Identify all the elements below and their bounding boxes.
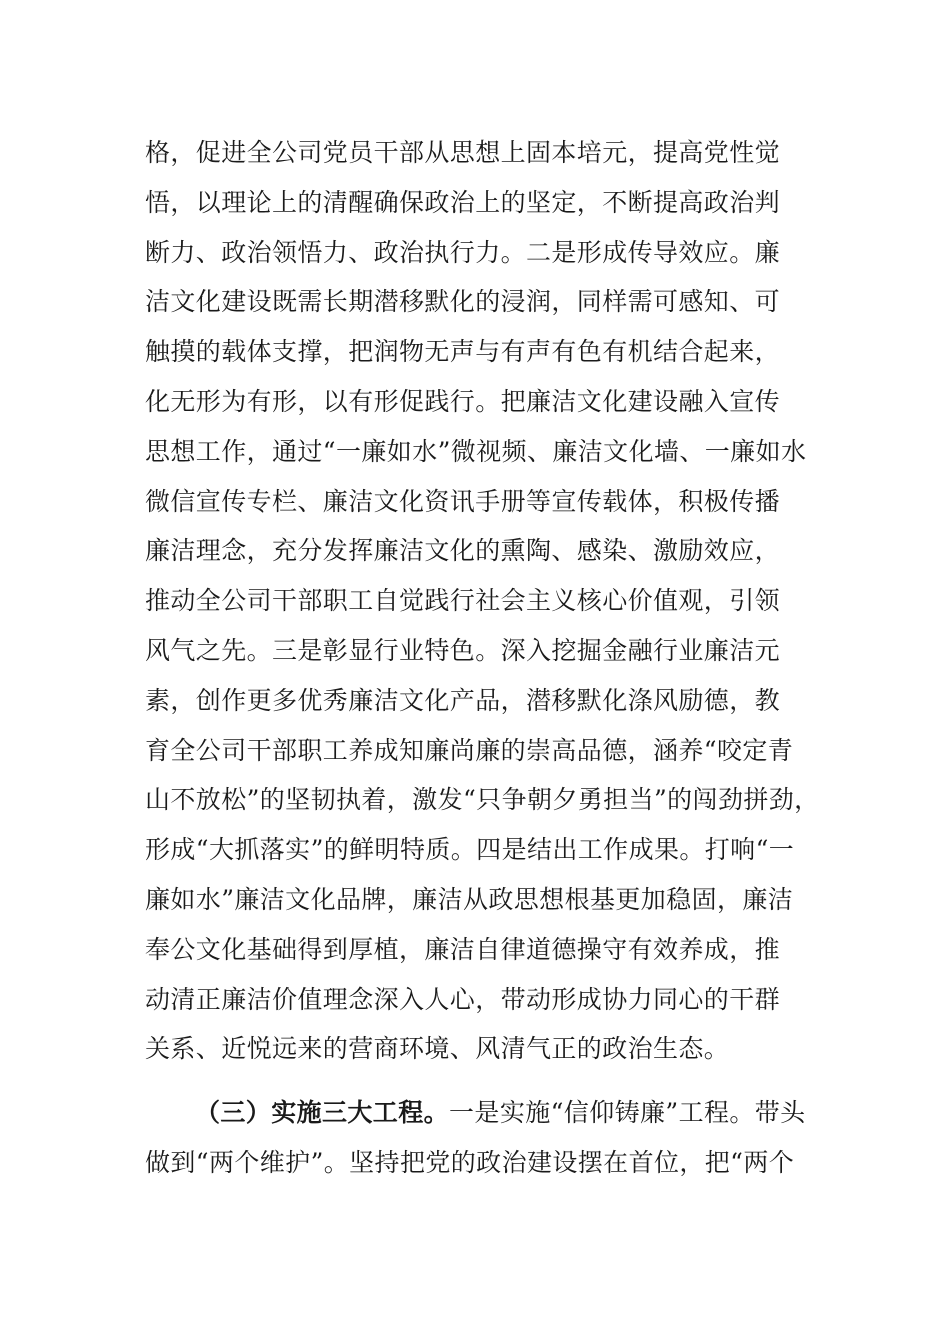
text-line: 关系、近悦远来的营商环境、风清气正的政治生态。 xyxy=(145,1034,730,1064)
text-line: 奉公文化基础得到厚植，廉洁自律道德操守有效养成，推 xyxy=(145,934,781,964)
paragraph-spacing xyxy=(145,1074,845,1088)
text-line: 微信宣传专栏、廉洁文化资讯手册等宣传载体，积极传播 xyxy=(145,486,781,516)
body-text xyxy=(145,128,845,1188)
text-line: 动清正廉洁价值理念深入人心，带动形成协力同心的干群 xyxy=(145,984,781,1014)
text-line: 思想工作，通过“一廉如水”微视频、廉洁文化墙、一廉如水 xyxy=(145,436,807,466)
text-line: 格，促进全公司党员干部从思想上固本培元，提高党性觉 xyxy=(145,138,781,167)
text-line: 风气之先。三是彰显行业特色。深入挖掘金融行业廉洁元 xyxy=(145,635,781,665)
section-heading-line xyxy=(145,1088,845,1138)
text-line: 化无形为有形，以有形促践行。把廉洁文化建设融入宣传 xyxy=(145,386,781,416)
text-line: 做到“两个维护”。坚持把党的政治建设摆在首位，把“两个 xyxy=(145,1147,795,1177)
text-line: 廉如水”廉洁文化品牌，廉洁从政思想根基更加稳固，廉洁 xyxy=(145,884,794,914)
text-line: 悟，以理论上的清醒确保政治上的坚定，不断提高政治判 xyxy=(145,187,781,217)
text-line: 廉洁理念，充分发挥廉洁文化的熏陶、感染、激励效应， xyxy=(145,536,781,566)
text-line: 山不放松”的坚韧执着，激发“只争朝夕勇担当”的闯劲拼劲， xyxy=(145,785,820,815)
text-line: 推动全公司干部职工自觉践行社会主义核心价值观，引领 xyxy=(145,586,781,616)
text-line: 育全公司干部职工养成知廉尚廉的崇高品德，涵养“咬定青 xyxy=(145,735,794,765)
paragraph-2 xyxy=(145,1088,845,1188)
text-line: 洁文化建设既需长期潜移默化的浸润，同样需可感知、可 xyxy=(145,287,781,317)
paragraph-1 xyxy=(145,128,845,1074)
text-line: 触摸的载体支撑，把润物无声与有声有色有机结合起来， xyxy=(145,337,781,367)
text-run: 一是实施“信仰铸廉”工程。带头 xyxy=(449,1098,806,1128)
text-line: 断力、政治领悟力、政治执行力。二是形成传导效应。廉 xyxy=(145,237,781,267)
section-heading: （三）实施三大工程。 xyxy=(195,1098,450,1128)
text-line: 形成“大抓落实”的鲜明特质。四是结出工作成果。打响“一 xyxy=(145,835,795,865)
text-line: 素，创作更多优秀廉洁文化产品，潜移默化涤风励德，教 xyxy=(145,685,781,715)
